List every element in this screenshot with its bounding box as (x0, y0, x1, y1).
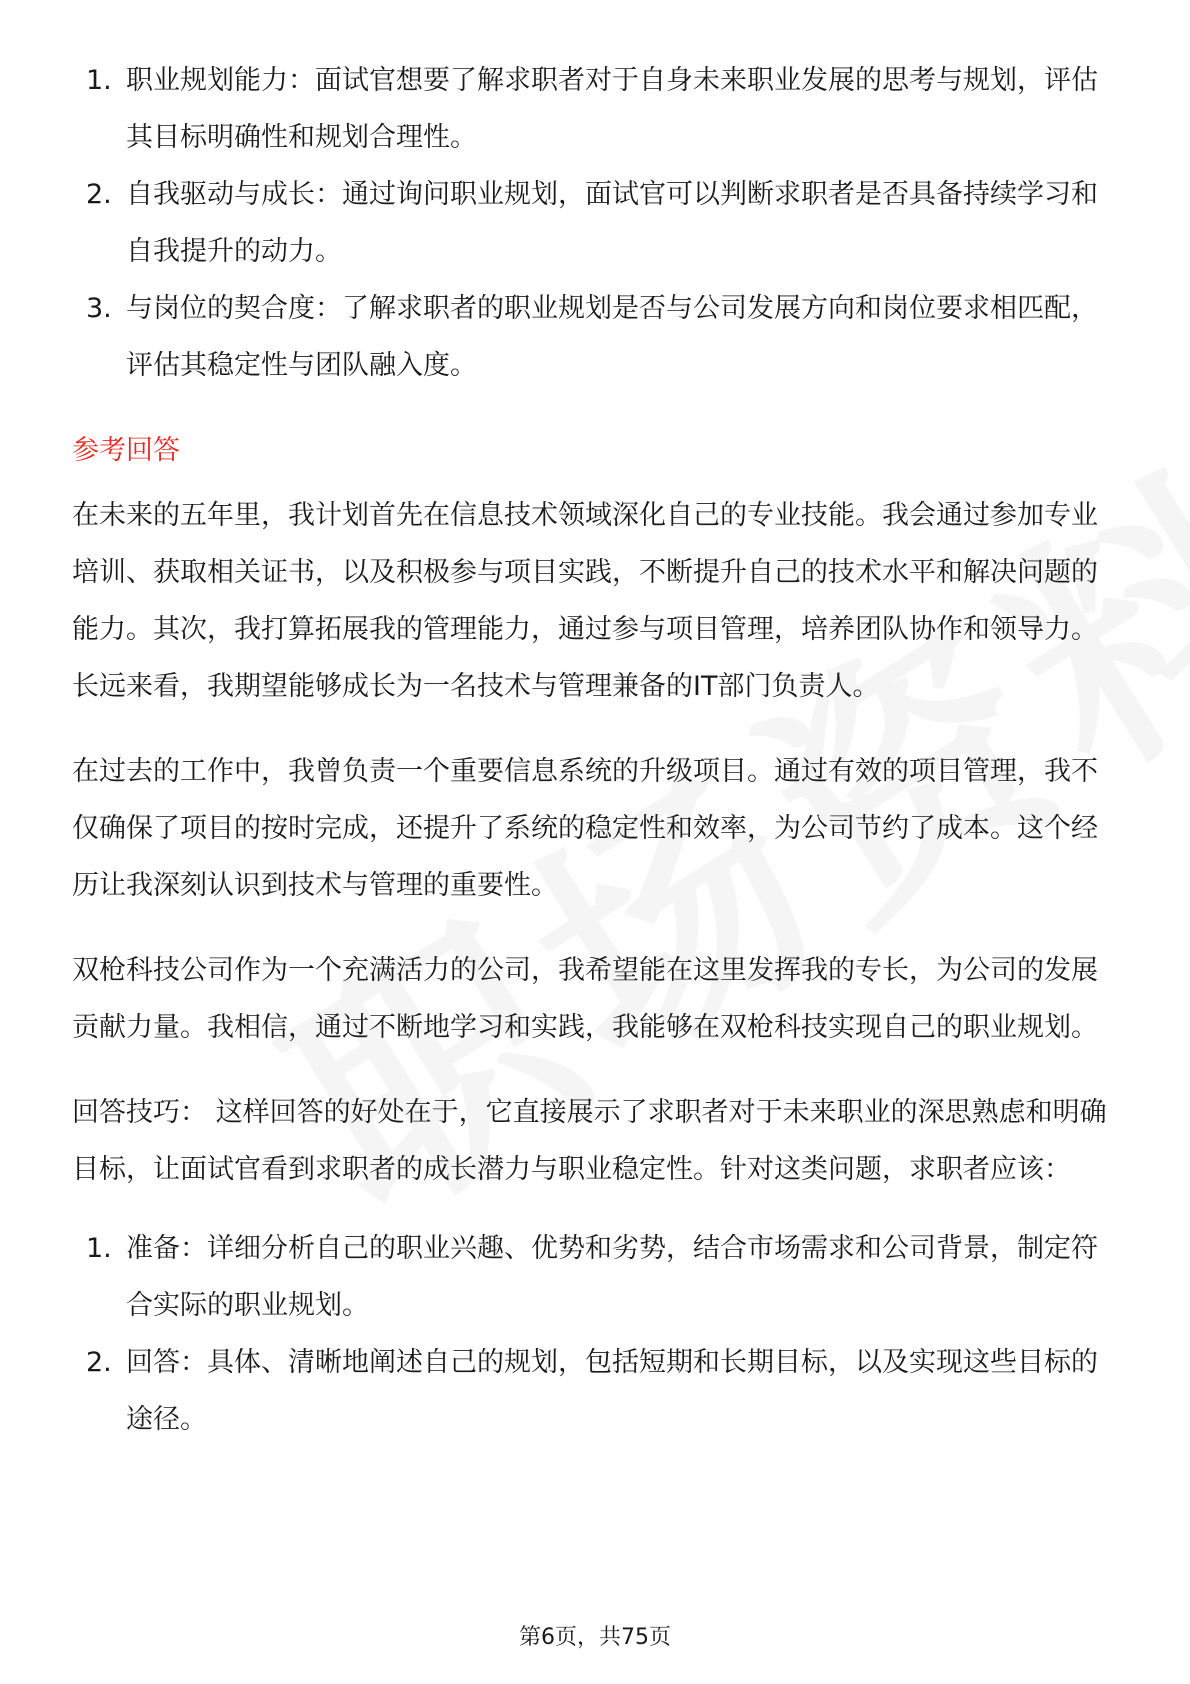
paragraph: 双枪科技公司作为一个充满活力的公司，我希望能在这里发挥我的专长，为公司的发展贡献力量。我相信，通过不断地学习和实践，我能够在双枪科技实现自己的职业规划。 (72, 955, 1098, 1043)
list-number: 3. (86, 293, 112, 324)
section-heading: 参考回答 (72, 435, 180, 466)
paragraph: 在未来的五年里，我计划首先在信息技术领域深化自己的专业技能。我会通过参加专业培训、获取相关证书，以及积极参与项目实践，不断提升自己的技术水平和解决问题的能力。其次，我打算拓展我的管理能力，通过参与项目管理，培养团队协作和领导力。长远来看，我期望能够成长为一名技术与管理兼备的IT部门负责人。 (72, 500, 1098, 702)
list-item (72, 1334, 1122, 1448)
page-footer: 第6页，共75页 (519, 1625, 671, 1650)
evaluation-points-list (72, 52, 1122, 394)
list-item-text: 准备：详细分析自己的职业兴趣、优势和劣势，结合市场需求和公司背景，制定符合实际的职业规划。 (126, 1233, 1098, 1321)
list-item (72, 166, 1122, 280)
list-number: 2. (86, 179, 112, 210)
list-item-text: 自我驱动与成长：通过询问职业规划，面试官可以判断求职者是否具备持续学习和自我提升的动力。 (126, 179, 1098, 267)
list-item-text: 职业规划能力：面试官想要了解求职者对于自身未来职业发展的思考与规划，评估其目标明确性和规划合理性。 (126, 65, 1098, 153)
list-item (72, 52, 1122, 166)
list-number: 1. (86, 1233, 112, 1264)
list-item-text: 与岗位的契合度：了解求职者的职业规划是否与公司发展方向和岗位要求相匹配，评估其稳定性与团队融入度。 (126, 293, 1098, 381)
paragraph: 在过去的工作中，我曾负责一个重要信息系统的升级项目。通过有效的项目管理，我不仅确保了项目的按时完成，还提升了系统的稳定性和效率，为公司节约了成本。这个经历让我深刻认识到技术与管理的重要性。 (72, 756, 1098, 901)
list-item (72, 280, 1122, 394)
page-content (72, 52, 1122, 1448)
list-item (72, 1220, 1122, 1334)
paragraph: 回答技巧： 这样回答的好处在于，它直接展示了求职者对于未来职业的深思熟虑和明确目标，让面试官看到求职者的成长潜力与职业稳定性。针对这类问题，求职者应该： (72, 1097, 1107, 1185)
list-item-text: 回答：具体、清晰地阐述自己的规划，包括短期和长期目标，以及实现这些目标的途径。 (126, 1347, 1098, 1435)
list-number: 2. (86, 1347, 112, 1378)
tips-list (72, 1220, 1122, 1448)
list-number: 1. (86, 65, 112, 96)
